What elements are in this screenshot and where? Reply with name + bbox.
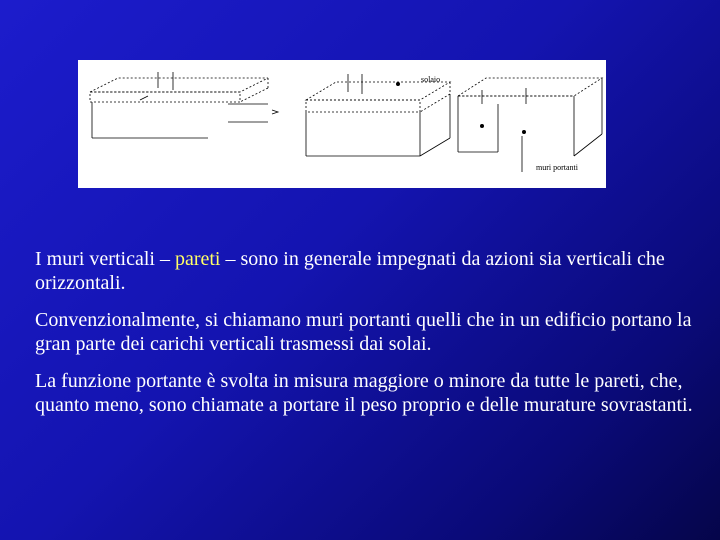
slab-diagram (90, 72, 268, 138)
highlight-pareti: pareti (174, 248, 221, 270)
diagram-svg (78, 60, 606, 188)
label-muri-portanti: muri portanti (536, 163, 578, 172)
paragraph-1: I muri verticali – pareti – sono in generale impegnati da azioni sia verticali che orizzontali. (35, 248, 665, 294)
label-solaio: solaio (421, 75, 441, 84)
slab-on-walls-diagram (306, 74, 450, 156)
structural-diagram (78, 60, 606, 188)
bearing-walls-diagram (458, 78, 602, 172)
paragraph-2: Convenzionalmente, si chiamano muri portanti quelli che in un edificio portano la gran parte dei carichi verticali trasmessi dai solai. (35, 309, 692, 355)
paragraph-3: La funzione portante è svolta in misura maggiore o minore da tutte le pareti, che, quanto meno, sono chiamate a portare il peso proprio e delle murature sovrastanti. (35, 370, 693, 416)
arrow-lines (228, 104, 278, 122)
body-text (35, 247, 705, 430)
